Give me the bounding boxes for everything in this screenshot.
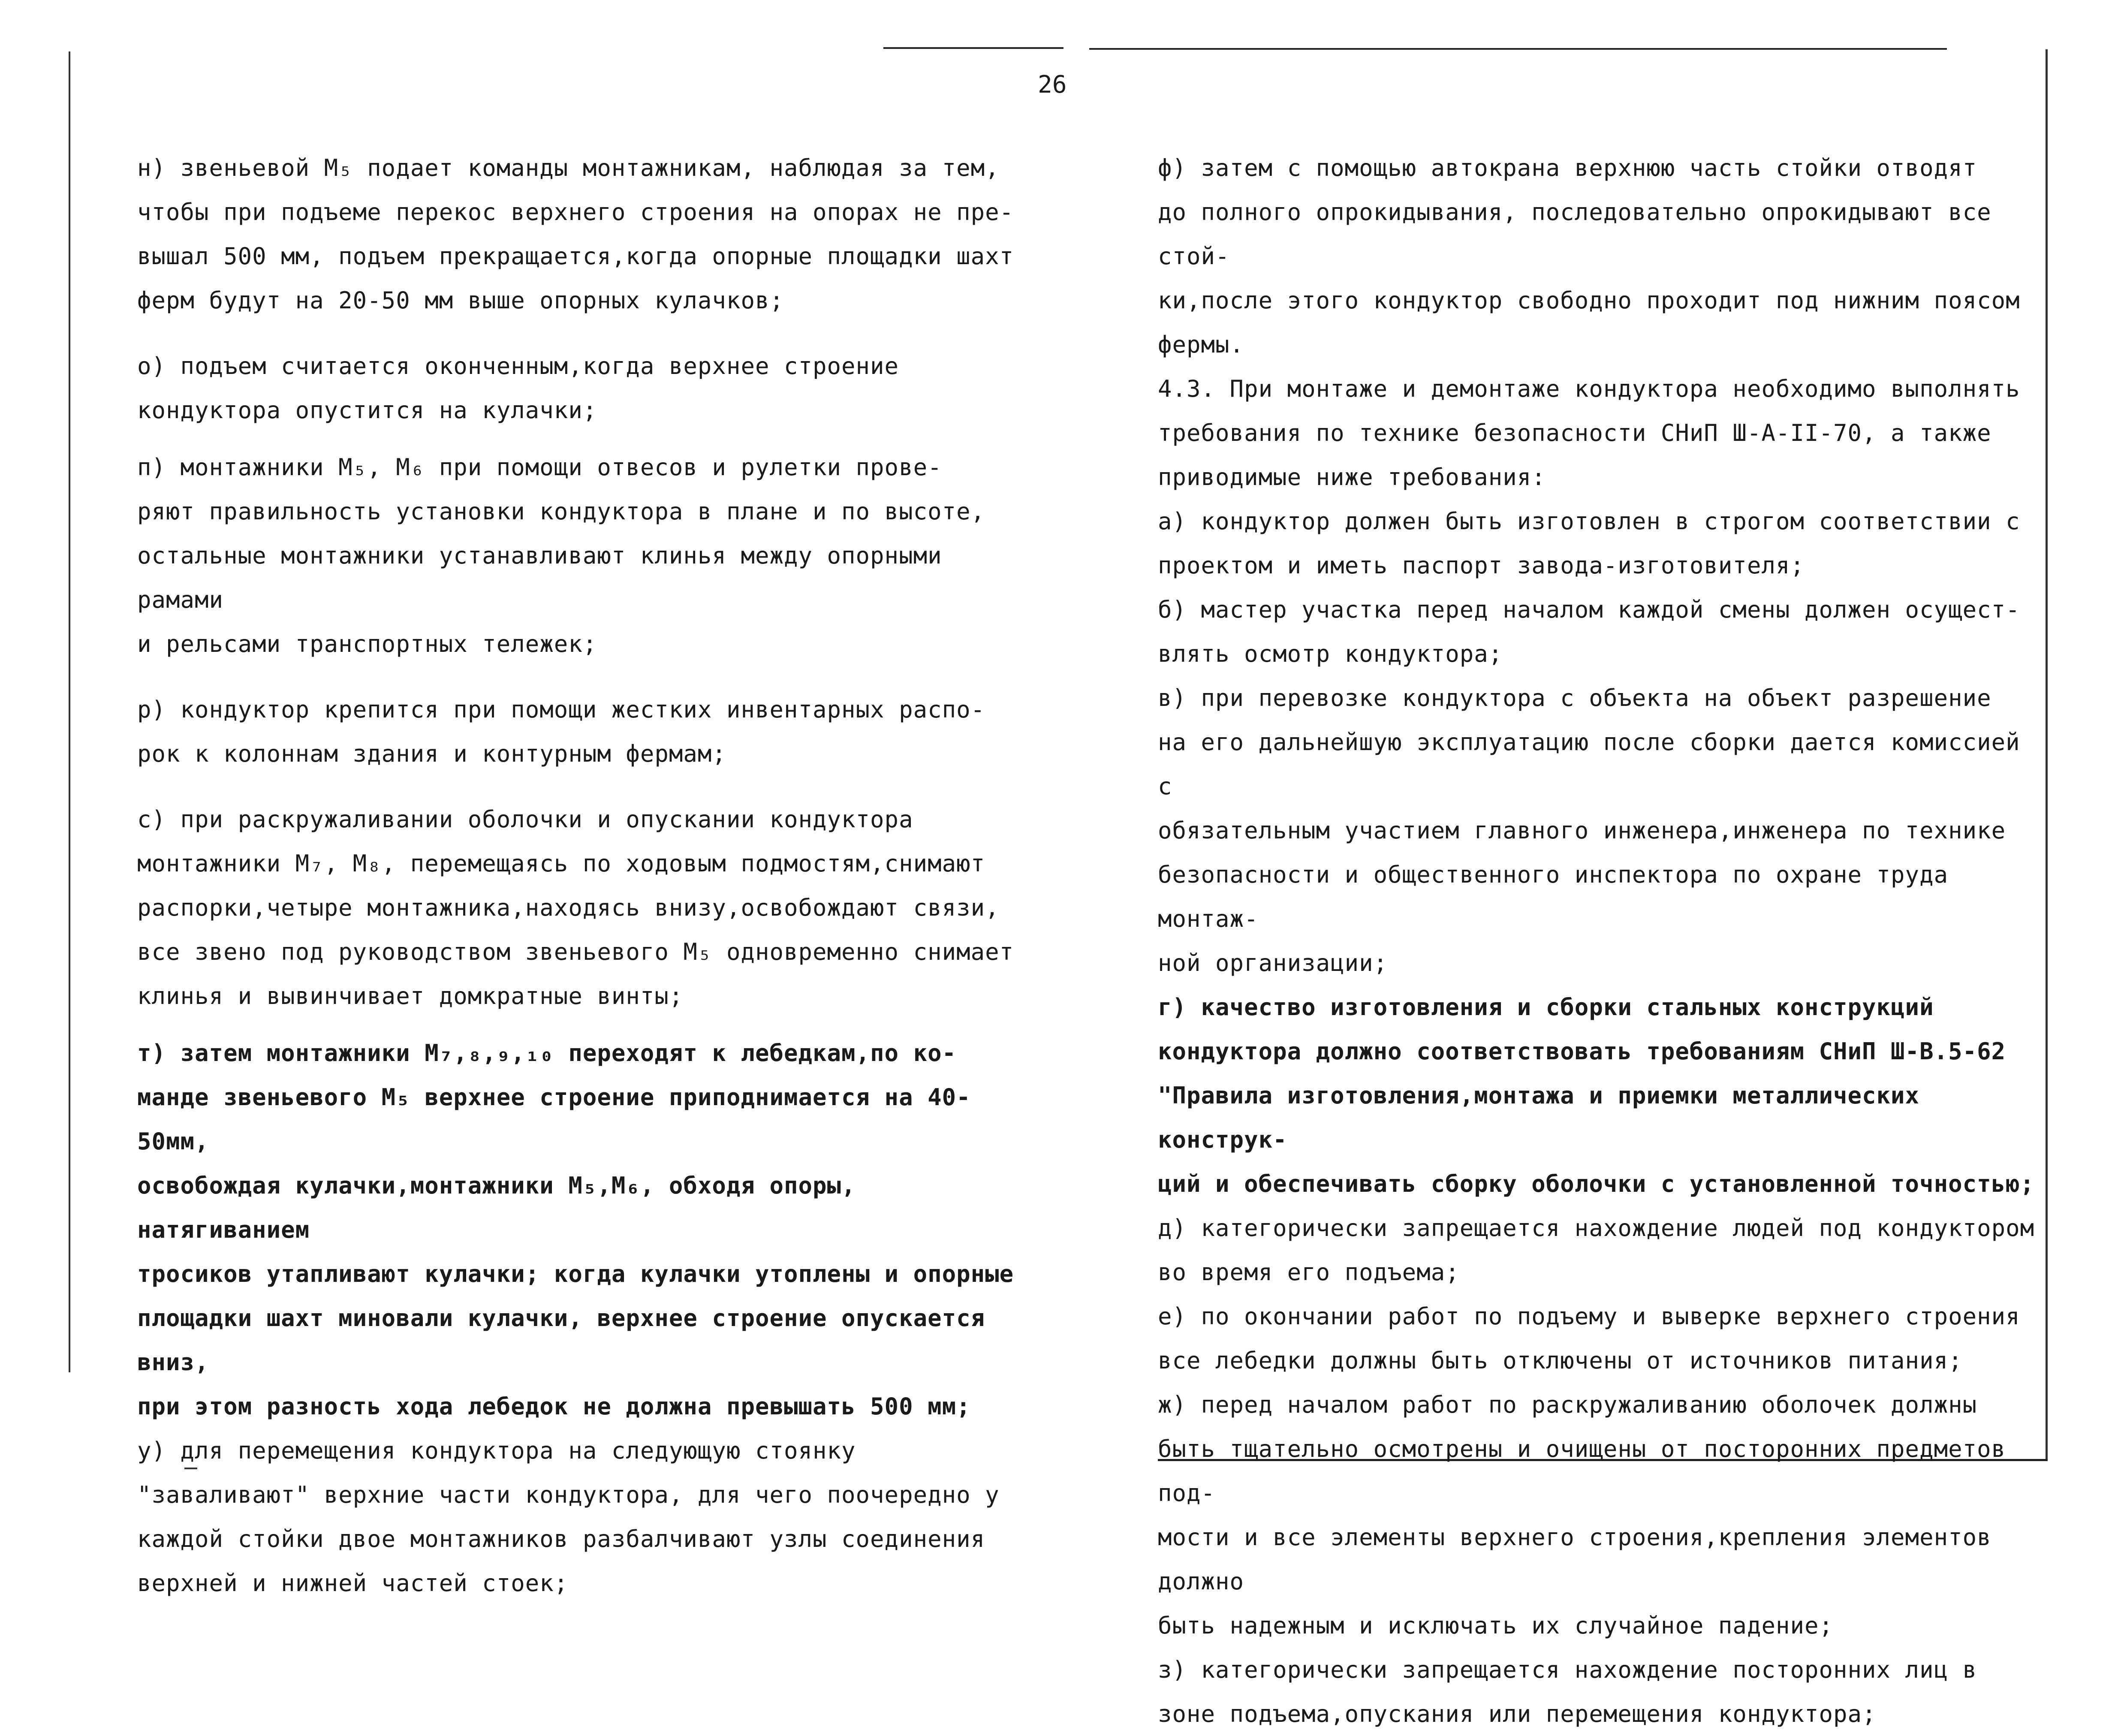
right-column [1158, 146, 2046, 1736]
item-d: д) категорически запрещается нахождение людей под кондуктором во время его подъема; [1158, 1215, 2035, 1286]
item-z: з) категорически запрещается нахождение посторонних лиц в зоне подъема,опускания или перемещения кондуктора; [1158, 1656, 1977, 1727]
paragraph-u: у) для перемещения кондуктора на следующую стоянку "заваливают" верхние части кондуктора, для чего поочередно у каждой стойки двое монтажников разбалчивают узлы соединения верхней и нижней частей стоек; [137, 1437, 1000, 1597]
paragraph-f: ф) затем с помощью автокрана верхнюю часть стойки отводят до полного опрокидывания, последовательно опрокидывают все стой- ки,после этого кондуктор свободно проходит под нижним поясом фермы. [1158, 154, 2020, 358]
paragraph-o: о) подъем считается оконченным,когда верхнее строение кондуктора опустится на кулачки; [137, 353, 899, 424]
top-rule-segment [883, 47, 1064, 49]
item-g: г) качество изготовления и сборки стальных конструкций кондуктора должно соответствовать требованиям СНиП Ш-В.5-62 "Правила изготовления,монтажа и приемки металлических конструк- ций и обеспечивать сборку оболочки с установленной точностью; [1158, 994, 2035, 1197]
paragraph-n: н) звеньевой М₅ подает команды монтажникам, наблюдая за тем, чтобы при подъеме перекос верхнего строения на опорах не пре- вышал 500 мм, подъем прекращается,когда опорные площадки шахт ферм будут на 20-50 мм выше опорных кулачков; [137, 154, 1014, 314]
page-number: 26 [1038, 71, 1067, 99]
top-rule [1089, 48, 1947, 50]
left-margin-rule [69, 51, 70, 1372]
left-column [137, 146, 1042, 1605]
right-margin-rule [2046, 49, 2048, 1460]
paragraph-r: р) кондуктор крепится при помощи жестких инвентарных распо- рок к колоннам здания и контурным фермам; [137, 696, 985, 767]
paragraph-p: п) монтажники М₅, М₆ при помощи отвесов и рулетки прове- ряют правильность установки кондуктора в плане и по высоте, остальные монтажники устанавливают клинья между опорными рамами и рельсами транспортных тележек; [137, 454, 985, 657]
paragraph-t: т) затем монтажники М₇,₈,₉,₁₀ переходят к лебедкам,по ко- манде звеньевого М₅ верхнее строение приподнимается на 40-50мм, освобождая кулачки,монтажники М₅,М₆, обходя опоры, натягиванием тросиков утапливают кулачки; когда кулачки утоплены и опорные площадки шахт миновали кулачки, верхнее строение опускается вниз, при этом разность хода лебедок не должна превышать 500 мм; [137, 1040, 1014, 1420]
section-4-3: 4.3. При монтаже и демонтаже кондуктора необходимо выполнять требования по технике безопасности СНиП Ш-А-II-70, а также приводимые ниже требования: [1158, 375, 2020, 491]
paragraph-s: с) при раскружаливании оболочки и опускании кондуктора монтажники М₇, М₈, перемещаясь по ходовым подмостям,снимают распорки,четыре монтажника,находясь внизу,освобождают связи, все звено под руководством звеньевого М₅ одновременно снимает клинья и вывинчивает домкратные винты; [137, 806, 1014, 1010]
item-v: в) при перевозке кондуктора с объекта на объект разрешение на его дальнейшую эксплуатацию после сборки дается комиссией с обязательным участием главного инженера,инженера по технике безопасности и общественного инспектора по охране труда монтаж- ной организации; [1158, 684, 2020, 976]
item-a: а) кондуктор должен быть изготовлен в строгом соответствии с проектом и иметь паспорт завода-изготовителя; [1158, 508, 2020, 579]
item-zh: ж) перед началом работ по раскружаливанию оболочек должны быть тщательно осмотрены и очищены от посторонних предметов под- мости и все элементы верхнего строения,крепления элементов должно быть надежным и исключать их случайное падение; [1158, 1391, 2006, 1639]
item-e: е) по окончании работ по подъему и выверке верхнего строения все лебедки должны быть отключены от источников питания; [1158, 1303, 2020, 1374]
item-b: б) мастер участка перед началом каждой смены должен осущест- влять осмотр кондуктора; [1158, 596, 2020, 667]
